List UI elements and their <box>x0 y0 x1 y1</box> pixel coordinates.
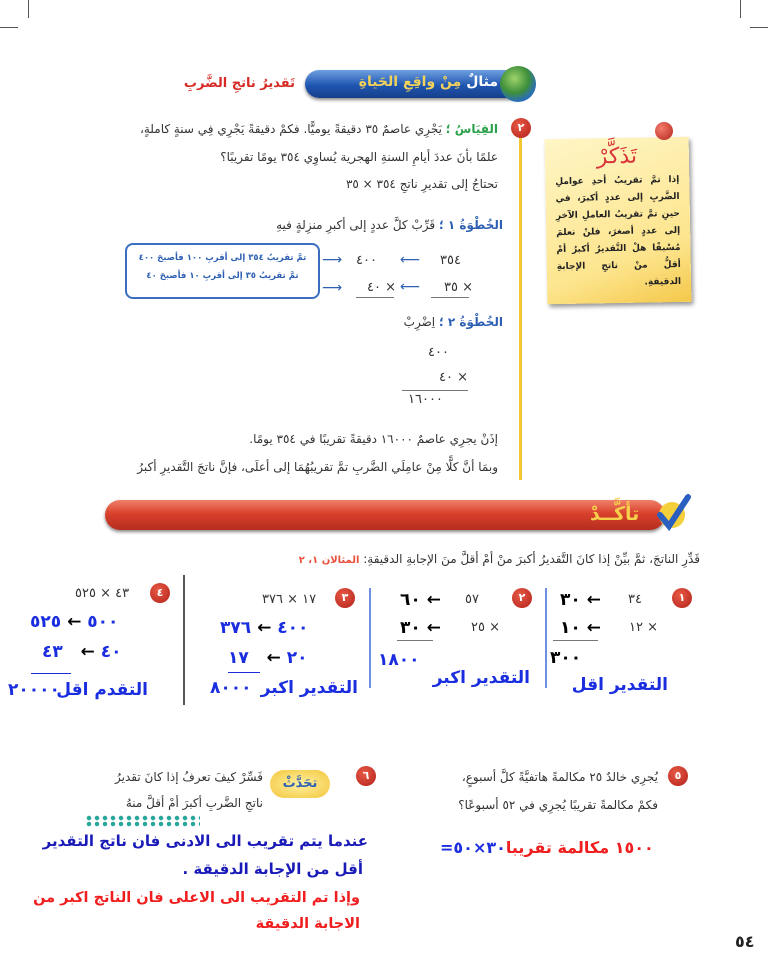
original-bottom: × ٣٥ <box>444 280 473 295</box>
crop-mark <box>0 27 18 28</box>
callout-box <box>125 243 320 299</box>
rounded-top: ٤٠٠ <box>356 253 377 268</box>
answer-result: ١٥٠٠ مكالمة تقريبا <box>505 838 654 857</box>
exercise-b: ٤٣ <box>42 642 63 662</box>
rounded-a: ٤٠٠ <box>277 618 309 638</box>
note-text: إذا تمَّ تقريبُ أحدِ عواملِ الضَّربِ إلى عددٍ أكبرَ، في حينِ تمَّ تقريبُ العاملِ الآخرِ إلى عددٍ أصغرَ، فلنْ نعلمَ مُسْبقًا هلْ التَّقديرُ أكبرُ أمْ أقلُّ منْ ناتجِ الإجابةِ الدقيقةِ. <box>555 174 682 288</box>
crop-mark <box>750 27 768 28</box>
example-ref: المثالان ١، ٢ <box>298 555 360 566</box>
exercise-a: ٥٢٥ <box>30 612 62 632</box>
exercise-verdict: التقدير اكبر <box>432 668 530 688</box>
exercise-number: ٣ <box>335 588 355 608</box>
exercise-result: ٣٠٠ <box>550 648 582 668</box>
step2-label: الخُطْوَةُ ٢ ؛ <box>438 315 503 329</box>
badge-text: مِنْ واقِعِ الحَياةِ <box>358 74 467 90</box>
step1-text: قَرِّبْ كلَّ عددٍ إلى أكبرِ منزِلةٍ فيهِ <box>276 218 436 232</box>
rounded-a: ٦٠ <box>400 590 421 610</box>
topic-label: القِيَاسُ ؛ <box>445 122 498 136</box>
checkmark-icon <box>652 493 692 533</box>
exercise-verdict: التقدم اقل <box>56 680 148 700</box>
remember-note <box>545 137 692 304</box>
badge-prefix: مثالٌ <box>466 74 498 90</box>
original-top: ٣٥٤ <box>440 253 461 268</box>
exercise-text: يُجرِي خالدٌ ٢٥ مكالمةً هاتفيَّةً كلَّ أسبوعٍ، <box>461 770 658 784</box>
mult-result: ١٦٠٠٠ <box>408 392 443 407</box>
globe-icon <box>500 66 536 102</box>
conclusion-text: وبمَا أنَّ كلًّا مِنْ عامِلَي الضَّربِ تمَّ تقريبُهُمَا إلى أعلَى، فإنَّ ناتجَ التَّقديرِ أكبرُ <box>137 460 498 474</box>
exercise-verdict: التقدير اكبر <box>260 678 358 698</box>
check-banner <box>105 500 665 530</box>
rounded-a: ٣٠ <box>560 590 581 610</box>
problem-text: علمًا بأنَ عددَ أيامِ السنةِ الهجرية يُساوِي ٣٥٤ يومًا تقريبًا؟ <box>220 150 498 164</box>
arrow-icon: ⟵ <box>400 279 421 295</box>
rounded-bottom: × ٤٠ <box>367 280 396 295</box>
exercise-text: فكمْ مكالمةً تقريبًا يُجرِي في ٥٢ أسبوعًا؟ <box>458 798 658 812</box>
divider <box>519 120 522 480</box>
crop-mark <box>740 0 741 18</box>
exercise-result: ١٨٠٠ <box>378 650 420 670</box>
rounded-b: ١٠ <box>560 618 581 638</box>
step1-label: الخُطْوَةُ ١ ؛ <box>438 218 503 232</box>
exercise-number: ٦ <box>356 766 376 786</box>
arrow-icon: ⟶ <box>322 280 343 296</box>
exercise-a: ٣٧٦ <box>220 618 252 638</box>
arrow-icon: ⟵ <box>400 252 421 268</box>
problem-text: تحتاجُ إلى تقديرِ ناتجِ ٣٥٤ × ٣٥ <box>345 177 498 191</box>
mult-bottom: × ٤٠ <box>439 370 468 385</box>
exercise-result: ٨٠٠٠ <box>210 678 252 698</box>
note-title: تَذَكَّرْ <box>596 143 638 170</box>
lesson-title: تَقديرُ ناتجِ الضَّربِ <box>183 76 295 91</box>
exercise-a: ٣٤ <box>628 592 642 607</box>
exercise-number: ٢ <box>512 588 532 608</box>
page-number: ٥٤ <box>735 932 755 951</box>
step2-text: اِضْرِبْ <box>403 315 436 329</box>
example-number: ٢ <box>511 118 531 138</box>
rounded-b: ٢٠ <box>286 648 308 668</box>
answer-line: أقل من الإجابة الدقيقة . <box>182 860 363 878</box>
conclusion-text: إذَنْ يجرِي عاصمٌ ١٦٠٠٠ دقيقةً تقريبًا في ٣٥٤ يومًا. <box>249 432 498 446</box>
exercise-verdict: التقدير اقل <box>571 675 668 695</box>
talk-bubble: تحَدَّثْ <box>270 770 330 798</box>
problem-text: يَجْرِي عاصمٌ ٣٥ دقيقةً يوميًّا. فكمْ دقيقةً يَجْرِي فِي سنةٍ كاملةٍ، <box>139 122 442 136</box>
answer-line: وإذا تم التقريب الى الاعلى فان الناتج اكبر من <box>33 890 360 906</box>
rounded-b: ٣٠ <box>400 618 421 638</box>
instruction: قَدِّرِ الناتجَ، ثمَّ بيِّنْ إذا كانَ التَّقديرُ أكبرَ منْ أمْ أقلَّ منَ الإجابةِ الدقيقةِ: <box>363 552 700 566</box>
answer-calc: ٣٠×٥٠= <box>440 838 506 857</box>
exercise-b: × ٢٥ <box>471 620 500 635</box>
exercise-problem: ١٧ × ٣٧٦ <box>262 592 317 607</box>
crop-mark <box>28 0 29 18</box>
mult-top: ٤٠٠ <box>428 345 449 360</box>
real-life-example-badge <box>305 70 530 98</box>
rounded-a: ٥٠٠ <box>87 612 119 632</box>
exercise-text: ناتجِ الضَّربِ أكبرَ أمْ أقلَّ منهُ <box>13 796 263 810</box>
exercise-text: فَسِّرْ كيفَ تعرفُ إذا كانَ تقديرُ <box>115 770 263 784</box>
highlight-dots <box>85 815 200 827</box>
rounded-b: ٤٠ <box>100 642 122 662</box>
check-title: تأكَّــدْ <box>590 503 640 525</box>
answer-line: الاجابة الدقيقة <box>255 916 360 932</box>
answer-line: عندما يتم تقريب الى الادنى فان ناتج التقدير <box>42 832 368 850</box>
pushpin-icon <box>655 122 673 140</box>
arrow-icon: ⟶ <box>322 252 343 268</box>
exercise-b: × ١٢ <box>629 620 658 635</box>
callout-text: تمَّ تقريبُ ٣٥٤ إلى أقربِ ١٠٠ فأصبحَ ٤٠٠ <box>138 253 307 263</box>
callout-text: تمَّ تقريبُ ٣٥ إلى أقربِ ١٠ فأصبحَ ٤٠ <box>146 271 299 281</box>
exercise-problem: ٤٣ × ٥٢٥ <box>75 586 130 601</box>
exercise-number: ١ <box>672 588 692 608</box>
exercise-number: ٤ <box>150 583 170 603</box>
exercise-b: ١٧ <box>228 648 249 668</box>
exercise-number: ٥ <box>668 766 688 786</box>
exercise-result: ٢٠٠٠٠ <box>8 680 60 700</box>
exercise-a: ٥٧ <box>465 592 479 607</box>
